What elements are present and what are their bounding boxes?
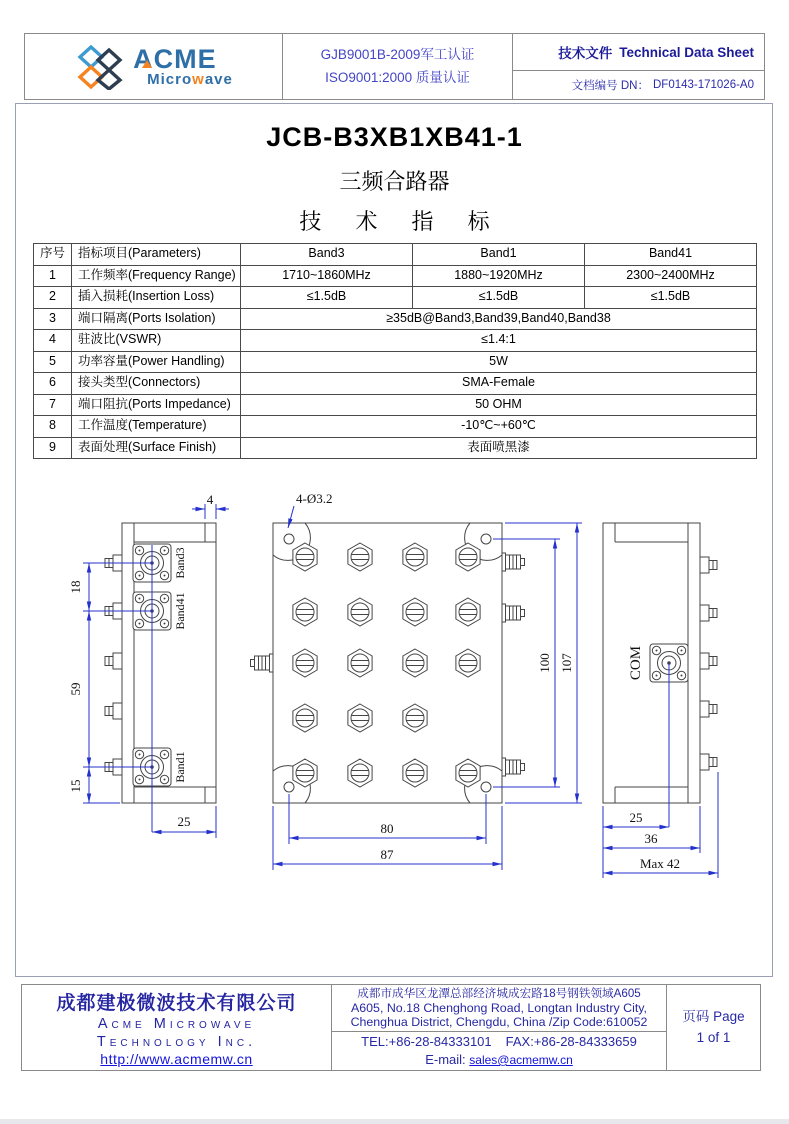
bottom-edge-strip [0, 1119, 789, 1124]
doc-number-label: 文档编号 DN： [571, 80, 649, 92]
logo-sub-accent: w [192, 70, 205, 88]
logo-sub-pre: Micro [147, 70, 193, 88]
port-label-band3: Band3 [173, 547, 187, 579]
cell-value-span: SMA-Female [241, 373, 757, 395]
company-name-en-2: Technology Inc. [96, 1034, 257, 1050]
left-view-bolts [105, 555, 122, 775]
dim-label-80: 80 [380, 821, 394, 836]
cell-param: 驻波比(VSWR) [72, 330, 241, 352]
header-cell-band1: Band1 [413, 244, 585, 266]
logo-brand [133, 43, 217, 74]
cell-param: 插入损耗(Insertion Loss) [72, 287, 241, 309]
port-label-band1: Band1 [173, 751, 187, 783]
logo-sub-post: ave [204, 70, 233, 88]
cell-param: 工作频率(Frequency Range) [72, 265, 241, 287]
spec-table [33, 243, 757, 459]
fax-value: FAX:+86-28-84333659 [505, 1034, 637, 1050]
hole-note-label: 4-Ø3.2 [296, 491, 333, 506]
address-block [332, 985, 666, 1032]
footer [21, 984, 761, 1071]
cell-value: 2300~2400MHz [585, 265, 757, 287]
page-number [667, 985, 760, 1070]
address-en-2: Chenghua District, Chengdu, China /Zip Code:610052 [350, 1015, 648, 1030]
dim-label-107: 107 [559, 653, 574, 673]
cell-value-span: ≤1.4:1 [241, 330, 757, 352]
logo-text [133, 43, 233, 88]
cert-line-1: GJB9001B-2009军工认证 [320, 47, 475, 63]
cell-value-span: 表面喷黑漆 [241, 437, 757, 459]
dim-label-59: 59 [68, 682, 83, 696]
doc-type-en: Technical Data Sheet [619, 44, 754, 60]
cell-no: 6 [34, 373, 72, 395]
dim-label-max-42: Max 42 [639, 856, 681, 871]
table-row [34, 437, 757, 459]
company-name-en-1: Acme Microwave [97, 1015, 256, 1032]
certifications [282, 34, 512, 99]
doc-number-value: DF0143-171026-A0 [652, 79, 754, 91]
cell-no: 1 [34, 265, 72, 287]
cell-param: 功率容量(Power Handling) [72, 351, 241, 373]
logo [25, 34, 282, 99]
dim-label-87: 87 [380, 847, 394, 862]
tel-value: TEL:+86-28-84333101 [361, 1034, 492, 1050]
email-link[interactable]: sales@acmemw.cn [469, 1052, 573, 1067]
table-row [34, 265, 757, 287]
header-cell-band3: Band3 [241, 244, 413, 266]
cell-value: ≤1.5dB [241, 287, 413, 309]
cell-param: 接头类型(Connectors) [72, 373, 241, 395]
table-row [34, 416, 757, 438]
cell-param: 端口阻抗(Ports Impedance) [72, 394, 241, 416]
table-row [34, 330, 757, 352]
cell-value-span: ≥35dB@Band3,Band39,Band40,Band38 [241, 308, 757, 330]
header-cell-no: 序号 [34, 244, 72, 266]
cell-param: 端口隔离(Ports Isolation) [72, 308, 241, 330]
website-link[interactable]: http://www.acmemw.cn [100, 1051, 253, 1068]
cell-param: 表面处理(Surface Finish) [72, 437, 241, 459]
footer-contact [331, 985, 667, 1070]
cell-value-span: -10℃~+60℃ [241, 416, 757, 438]
port-label-band41: Band41 [173, 592, 187, 630]
port-label-com: COM [628, 645, 644, 681]
table-header-row [34, 244, 757, 266]
doc-type-cn: 技术文件 [558, 46, 613, 61]
cell-value-span: 5W [241, 351, 757, 373]
cell-value: ≤1.5dB [413, 287, 585, 309]
cell-value: 1710~1860MHz [241, 265, 413, 287]
header-cell-band41: Band41 [585, 244, 757, 266]
dim-label-18: 18 [68, 580, 83, 594]
dim-label-15: 15 [68, 779, 83, 793]
page-label: 页码 Page [682, 1009, 745, 1025]
right-view-bolts [700, 557, 717, 770]
contact-block [332, 1032, 666, 1070]
logo-brand-word: ACME [133, 43, 217, 74]
model-title: JCB-B3XB1XB41-1 [266, 122, 523, 152]
email-label: E-mail: [425, 1051, 466, 1067]
header [24, 33, 765, 100]
logo-subbrand [147, 72, 233, 88]
table-row [34, 373, 757, 395]
top-view [251, 491, 583, 870]
cell-no: 3 [34, 308, 72, 330]
cell-no: 2 [34, 287, 72, 309]
product-subtitle: 三频合路器 [339, 169, 450, 194]
tel-fax-line [332, 1033, 666, 1051]
cell-value: 1880~1920MHz [413, 265, 585, 287]
section-title: 技 术 指 标 [299, 209, 504, 234]
cert-line-2: ISO9001:2000 质量认证 [325, 69, 470, 85]
right-side-view [603, 523, 718, 878]
table-row [34, 287, 757, 309]
dim-label-100: 100 [537, 653, 552, 673]
cell-no: 7 [34, 394, 72, 416]
doc-number [513, 70, 764, 99]
acme-logo-icon [74, 44, 126, 90]
cell-value-span: 50 OHM [241, 394, 757, 416]
cell-no: 4 [34, 330, 72, 352]
cell-param: 工作温度(Temperature) [72, 416, 241, 438]
logo-a-triangle-icon [142, 60, 152, 68]
outline-drawing [60, 478, 776, 910]
header-cell-param: 指标项目(Parameters) [72, 244, 241, 266]
cell-no: 8 [34, 416, 72, 438]
cell-value: ≤1.5dB [585, 287, 757, 309]
left-side-view [68, 492, 229, 838]
company-name-cn: 成都建极微波技术有限公司 [56, 992, 297, 1014]
table-row [34, 351, 757, 373]
dim-label-com-25: 25 [629, 810, 643, 825]
table-row [34, 394, 757, 416]
footer-company [22, 985, 331, 1070]
address-cn: 成都市成华区龙潭总部经济城成宏路18号钢铁领域A605 [357, 987, 641, 1000]
dim-label-4: 4 [206, 492, 214, 507]
page-value: 1 of 1 [696, 1029, 731, 1045]
address-en-1: A605, No.18 Chenghong Road, Longtan Industry City, [351, 1000, 647, 1015]
email-line [332, 1051, 666, 1069]
table-row [34, 308, 757, 330]
dim-label-36: 36 [644, 831, 658, 846]
cell-no: 5 [34, 351, 72, 373]
doc-type [513, 34, 764, 70]
dim-label-left-25: 25 [177, 814, 191, 829]
doc-info [512, 34, 764, 99]
cell-no: 9 [34, 437, 72, 459]
